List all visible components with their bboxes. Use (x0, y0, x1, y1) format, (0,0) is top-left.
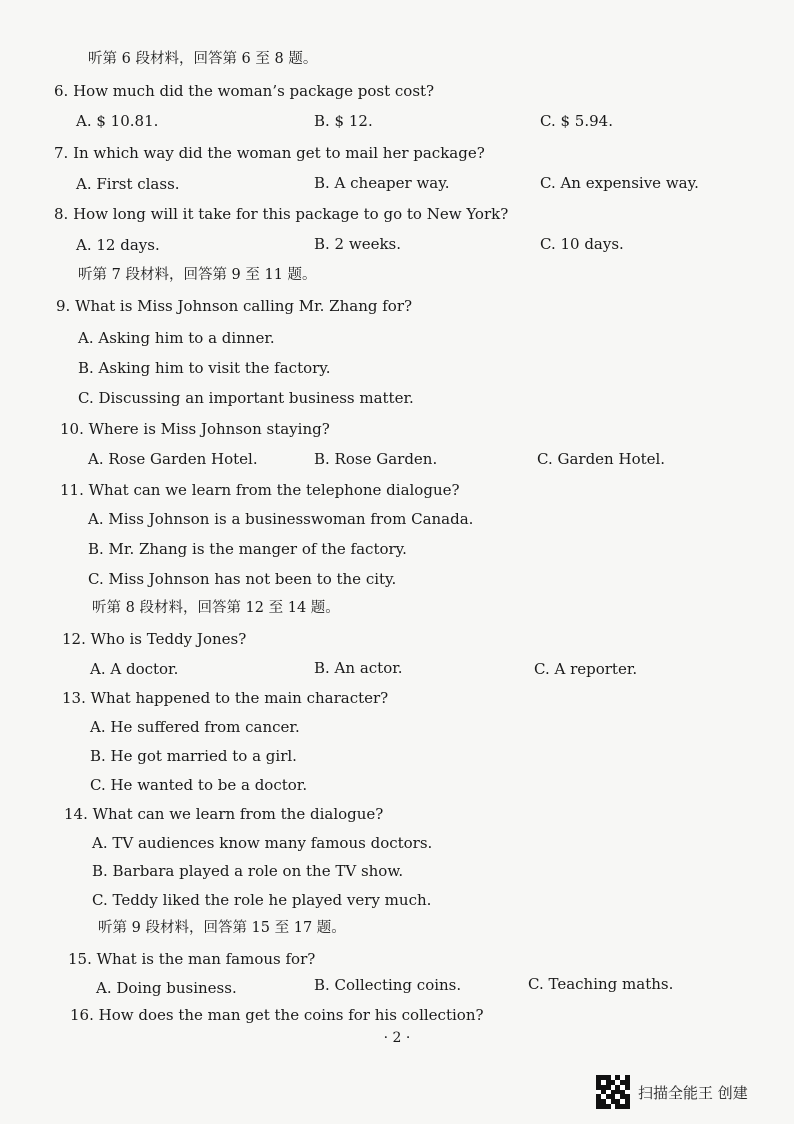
option-text: B. He got married to a girl. (90, 747, 297, 765)
option-text: C. Teaching maths. (528, 975, 674, 993)
option-text: B. An actor. (314, 659, 403, 677)
option-text: C. Discussing an important business matter. (78, 389, 414, 407)
option-text: B. Rose Garden. (314, 450, 438, 468)
qr-code-icon (596, 1075, 630, 1109)
option-text: B. Collecting coins. (314, 976, 462, 994)
option-text: B. A cheaper way. (314, 174, 450, 192)
section-heading: 听第 6 段材料，回答第 6 至 8 题。 (88, 51, 318, 67)
option-text: A. $ 10.81. (76, 112, 159, 130)
option-text: B. Mr. Zhang is the manger of the factory. (88, 540, 407, 558)
option-text: B. 2 weeks. (314, 235, 402, 253)
option-text: A. Doing business. (96, 979, 237, 997)
option-text: A. He suffered from cancer. (90, 718, 300, 736)
question-text: 8. How long will it take for this package to go to New York? (54, 205, 509, 223)
option-text: B. $ 12. (314, 112, 373, 130)
watermark-text: 扫描全能王 创建 (638, 1083, 748, 1102)
option-text: A. Rose Garden Hotel. (88, 450, 258, 468)
question-text: 9. What is Miss Johnson calling Mr. Zhang for? (56, 297, 413, 315)
option-text: C. He wanted to be a doctor. (90, 776, 308, 794)
section-heading: 听第 8 段材料，回答第 12 至 14 题。 (92, 600, 340, 616)
question-text: 14. What can we learn from the dialogue? (64, 805, 384, 823)
option-text: C. $ 5.94. (540, 112, 613, 130)
page-number: · 2 · (383, 1030, 411, 1046)
option-text: A. 12 days. (76, 236, 160, 254)
option-text: A. Miss Johnson is a businesswoman from Canada. (88, 510, 474, 528)
question-text: 7. In which way did the woman get to mail her package? (54, 144, 485, 162)
question-text: 13. What happened to the main character? (62, 689, 389, 707)
question-text: 11. What can we learn from the telephone dialogue? (60, 481, 460, 499)
section-heading: 听第 7 段材料，回答第 9 至 11 题。 (78, 267, 317, 283)
option-text: A. A doctor. (90, 660, 179, 678)
option-text: C. A reporter. (534, 660, 638, 678)
option-text: C. An expensive way. (540, 174, 699, 192)
option-text: B. Asking him to visit the factory. (78, 359, 331, 377)
option-text: B. Barbara played a role on the TV show. (92, 862, 404, 880)
option-text: A. TV audiences know many famous doctors. (92, 834, 433, 852)
question-text: 12. Who is Teddy Jones? (62, 630, 247, 648)
question-text: 15. What is the man famous for? (68, 950, 316, 968)
option-text: C. Miss Johnson has not been to the city. (88, 570, 397, 588)
question-text: 16. How does the man get the coins for his collection? (70, 1006, 484, 1024)
option-text: C. 10 days. (540, 235, 624, 253)
option-text: C. Garden Hotel. (537, 450, 666, 468)
option-text: A. Asking him to a dinner. (78, 329, 275, 347)
scanner-watermark (596, 1075, 748, 1109)
section-heading: 听第 9 段材料，回答第 15 至 17 题。 (98, 920, 346, 936)
option-text: A. First class. (76, 175, 180, 193)
question-text: 6. How much did the woman’s package post cost? (54, 82, 435, 100)
option-text: C. Teddy liked the role he played very much. (92, 891, 432, 909)
question-text: 10. Where is Miss Johnson staying? (60, 420, 330, 438)
